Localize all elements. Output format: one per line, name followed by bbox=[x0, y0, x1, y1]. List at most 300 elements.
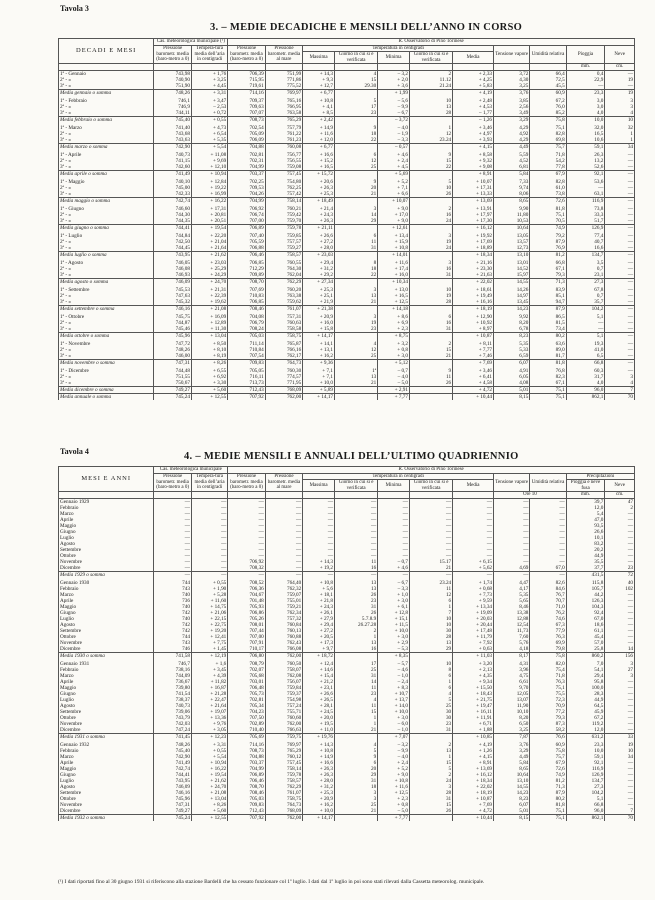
cell-value: + 6,6 bbox=[378, 191, 410, 198]
cell-value: 73,8 bbox=[530, 191, 566, 198]
cell-value: 35,7 bbox=[566, 299, 605, 306]
cell-value: + 15,1 bbox=[378, 616, 410, 622]
column-header: Giorno in cui si è verificata bbox=[409, 52, 452, 64]
row-label: Media annuale o somma bbox=[59, 393, 154, 400]
cell-value: + 8,58 bbox=[453, 152, 494, 158]
cell-value: + 11,6 bbox=[378, 784, 410, 790]
cell-value: 10 bbox=[409, 616, 452, 622]
cell-value: — bbox=[191, 565, 227, 572]
cell-value: + 10,87 bbox=[453, 332, 494, 339]
cell-value: + 16,11 bbox=[453, 709, 494, 715]
cell-value: — bbox=[335, 571, 378, 578]
row-label: 3ª - » bbox=[59, 353, 154, 360]
cell-value: 760,12 bbox=[265, 754, 302, 760]
cell-value: 20,2 bbox=[566, 547, 605, 553]
cell-value: 12 bbox=[409, 592, 452, 598]
cell-value: 760,20 bbox=[265, 287, 302, 293]
cell-value: 70,9 bbox=[530, 703, 566, 709]
cell-value: 16,6 bbox=[566, 245, 605, 252]
cell-value: 702,54 bbox=[228, 125, 265, 131]
cell-value: + 12,41 bbox=[191, 634, 227, 640]
row-label: Febbraio bbox=[59, 667, 154, 673]
cell-value: — bbox=[605, 212, 635, 218]
cell-value: 704,08 bbox=[228, 314, 265, 320]
cell-value: — bbox=[605, 70, 635, 77]
cell-value: 75,4 bbox=[530, 667, 566, 673]
cell-value: 3 bbox=[335, 790, 378, 796]
cell-value: 19 bbox=[605, 77, 635, 83]
cell-value: + 4,1 bbox=[303, 104, 335, 110]
cell-value: 1 bbox=[335, 715, 378, 721]
cell-value: 6,61 bbox=[494, 679, 530, 685]
cell-value: + 24,3 bbox=[303, 604, 335, 610]
column-header: Tempera-tura media dell’aria in centigradi bbox=[191, 473, 227, 492]
cell-value: — bbox=[494, 571, 530, 578]
cell-value: + 20,03 bbox=[453, 616, 494, 622]
cell-value: + 12,10 bbox=[191, 164, 227, 171]
cell-value: 760,21 bbox=[265, 206, 302, 212]
cell-value: 14,23 bbox=[494, 790, 530, 796]
cell-value: 4,49 bbox=[494, 754, 530, 760]
cell-value: 92,1 bbox=[566, 170, 605, 177]
cell-value: 6 bbox=[409, 598, 452, 604]
cell-value: 708,73 bbox=[228, 748, 265, 754]
cell-value: — bbox=[605, 796, 635, 802]
tavola-3-label: Tavola 3 bbox=[60, 4, 89, 13]
row-label: Luglio bbox=[59, 778, 154, 784]
cell-value: — bbox=[494, 511, 530, 517]
unit-label bbox=[191, 492, 227, 499]
cell-value: 72 bbox=[605, 571, 635, 578]
cell-value: 82,3 bbox=[530, 374, 566, 380]
cell-value: 11,80 bbox=[494, 212, 530, 218]
cell-value: 3,25 bbox=[494, 83, 530, 90]
cell-value: + 4,97 bbox=[453, 131, 494, 137]
cell-value: — bbox=[453, 535, 494, 541]
cell-value: + 6,54 bbox=[191, 131, 227, 137]
cell-value: 745,75 bbox=[154, 314, 191, 320]
cell-value: + 19,09 bbox=[453, 610, 494, 616]
cell-value: 742 bbox=[154, 610, 191, 616]
cell-value: + 27,9 bbox=[303, 616, 335, 622]
cell-value: — bbox=[191, 559, 227, 565]
cell-value: 1 bbox=[409, 754, 452, 760]
cell-value: + 16,6 bbox=[303, 760, 335, 766]
cell-value: 75,8 bbox=[530, 116, 566, 123]
cell-value: 26 bbox=[335, 592, 378, 598]
row-label: 1ª - Ottobre bbox=[59, 314, 154, 320]
cell-value: 746,05 bbox=[154, 260, 191, 266]
cell-value: 6,07 bbox=[494, 359, 530, 366]
cell-value: 67,9 bbox=[530, 760, 566, 766]
cell-value: 758,14 bbox=[265, 766, 302, 772]
cell-value: 740 bbox=[154, 604, 191, 610]
cell-value: — bbox=[303, 571, 335, 578]
cell-value: 708,46 bbox=[228, 790, 265, 796]
cell-value: 82,8 bbox=[530, 179, 566, 185]
cell-value: 1 bbox=[605, 131, 635, 137]
column-header: Giorno in cui si è verificata bbox=[409, 480, 452, 492]
row-label: 3ª - » bbox=[59, 380, 154, 387]
cell-value: 10 bbox=[605, 748, 635, 754]
cell-value: 706,80 bbox=[228, 652, 265, 659]
cell-value: + 17,48 bbox=[453, 628, 494, 634]
cell-value: 10 bbox=[409, 287, 452, 293]
cell-value: 5,1 bbox=[566, 796, 605, 802]
cell-value: 757,24 bbox=[265, 703, 302, 709]
cell-value: 30 bbox=[409, 628, 452, 634]
cell-value: + 4,25 bbox=[453, 77, 494, 83]
cell-value: + 3,0 bbox=[378, 353, 410, 360]
cell-value: 760,08 bbox=[265, 143, 302, 150]
cell-value: + 11,91 bbox=[453, 715, 494, 721]
cell-value: 71,8 bbox=[530, 673, 566, 679]
row-label: Dicembre bbox=[59, 808, 154, 815]
cell-value: 61,1 bbox=[566, 628, 605, 634]
cell-value: + 10,0 bbox=[303, 808, 335, 815]
cell-value: 709,63 bbox=[228, 104, 265, 110]
cell-value: + 16,99 bbox=[191, 191, 227, 198]
cell-value: + 7,75 bbox=[191, 640, 227, 646]
cell-value: 759,27 bbox=[265, 245, 302, 252]
cell-value: — bbox=[303, 498, 335, 505]
cell-value: + 7,77 bbox=[453, 347, 494, 353]
cell-value: — bbox=[191, 523, 227, 529]
cell-value: 746,09 bbox=[154, 278, 191, 285]
cell-value: — bbox=[530, 505, 566, 511]
cell-value: + 14,17 bbox=[303, 814, 335, 821]
cell-value: 87,3 bbox=[530, 721, 566, 727]
row-label: Luglio bbox=[59, 616, 154, 622]
cell-value: 32,0 bbox=[566, 125, 605, 131]
cell-value: — bbox=[378, 511, 410, 517]
cell-value: 769,97 bbox=[265, 89, 302, 96]
cell-value: 4,91 bbox=[494, 368, 530, 374]
cell-value: 12,0 bbox=[566, 505, 605, 511]
cell-value: 9 bbox=[335, 754, 378, 760]
cell-value: 8,15 bbox=[494, 393, 530, 400]
cell-value: 11 bbox=[335, 703, 378, 709]
cell-value: 709,37 bbox=[228, 98, 265, 104]
cell-value: + 21,75 bbox=[453, 697, 494, 703]
cell-value: 9,90 bbox=[494, 206, 530, 212]
cell-value: — bbox=[378, 498, 410, 505]
unit-label: cm. bbox=[605, 64, 635, 71]
cell-value: + 13,91 bbox=[453, 206, 494, 212]
cell-value: + 2,3 bbox=[378, 796, 410, 802]
cell-value: + 21,38 bbox=[303, 305, 335, 312]
cell-value: + 21,28 bbox=[191, 691, 227, 697]
cell-value: + 7,1 bbox=[303, 374, 335, 380]
row-label: 1ª - Aprile bbox=[59, 152, 154, 158]
first-column-header: MESI E ANNI bbox=[59, 467, 154, 492]
cell-value: 13,2 bbox=[566, 158, 605, 164]
cell-value: — bbox=[530, 523, 566, 529]
cell-value: 762,00 bbox=[265, 393, 302, 400]
cell-value: 759,21 bbox=[265, 604, 302, 610]
cell-value: 707,50 bbox=[228, 715, 265, 721]
row-label: 1ª - Dicembre bbox=[59, 368, 154, 374]
cell-value: 115,8 bbox=[566, 580, 605, 586]
cell-value: 703,37 bbox=[228, 760, 265, 766]
cell-value: 12 bbox=[335, 347, 378, 353]
cell-value: 21 bbox=[335, 299, 378, 306]
cell-value: — bbox=[605, 368, 635, 374]
cell-value: 13 bbox=[335, 293, 378, 299]
cell-value: 21 bbox=[409, 353, 452, 360]
cell-value: 126,3 bbox=[566, 598, 605, 604]
column-header: Media bbox=[453, 52, 494, 64]
cell-value: + 17,3 bbox=[303, 640, 335, 646]
cell-value: + 8,91 bbox=[453, 170, 494, 177]
cell-value: — bbox=[530, 571, 566, 578]
cell-value: 4,69 bbox=[494, 565, 530, 572]
cell-value: + 17,69 bbox=[453, 239, 494, 245]
cell-value: + 6,77 bbox=[303, 143, 335, 150]
cell-value: + 7,77 bbox=[378, 393, 410, 400]
cell-value: – 4,0 bbox=[378, 374, 410, 380]
cell-value: — bbox=[605, 83, 635, 90]
cell-value: 757,45 bbox=[265, 170, 302, 177]
cell-value: — bbox=[378, 571, 410, 578]
cell-value bbox=[335, 814, 378, 821]
cell-value: + 5,35 bbox=[191, 137, 227, 144]
cell-value: — bbox=[228, 523, 265, 529]
cell-value: + 9,59 bbox=[453, 598, 494, 604]
cell-value: 1 bbox=[605, 137, 635, 144]
cell-value: — bbox=[605, 287, 635, 293]
cell-value: 13,07 bbox=[494, 697, 530, 703]
cell-value: + 19,49 bbox=[453, 293, 494, 299]
cell-value: 862,1 bbox=[566, 814, 605, 821]
cell-value: + 11,60 bbox=[191, 598, 227, 604]
cell-value: 52,6 bbox=[566, 164, 605, 171]
cell-value: + 26,1 bbox=[303, 610, 335, 616]
cell-value: 12,05 bbox=[494, 691, 530, 697]
cell-value: + 3,30 bbox=[191, 380, 227, 387]
cell-value: — bbox=[453, 523, 494, 529]
cell-value: 71,3 bbox=[530, 784, 566, 790]
cell-value: 23 bbox=[409, 721, 452, 727]
cell-value: 76,3 bbox=[530, 679, 566, 685]
cell-value: + 3,0 bbox=[378, 715, 410, 721]
cell-value: + 14,3 bbox=[303, 742, 335, 748]
row-label: Media 1929 o somma bbox=[59, 571, 154, 578]
cell-value: – 4,0 bbox=[378, 125, 410, 131]
cell-value: 15 bbox=[409, 158, 452, 164]
cell-value: 762,08 bbox=[265, 673, 302, 679]
row-label: 1ª - Maggio bbox=[59, 179, 154, 185]
cell-value: 15 bbox=[409, 347, 452, 353]
cell-value: 12,54 bbox=[494, 622, 530, 628]
cell-value: — bbox=[605, 559, 635, 565]
cell-value: + 16,0 bbox=[303, 320, 335, 326]
cell-value: 14,55 bbox=[494, 278, 530, 285]
cell-value: 59,1 bbox=[566, 754, 605, 760]
cell-value: 31 bbox=[409, 796, 452, 802]
cell-value: 747,31 bbox=[154, 802, 191, 808]
cell-value: — bbox=[191, 517, 227, 523]
cell-value: 77,9 bbox=[530, 628, 566, 634]
cell-value: — bbox=[605, 727, 635, 734]
observatory-header: R. Osservatorio di Pino Torinese bbox=[228, 39, 635, 46]
cell-value: — bbox=[605, 616, 635, 622]
cell-value: 86,5 bbox=[530, 314, 566, 320]
row-label: 1ª - Marzo bbox=[59, 125, 154, 131]
cell-value: — bbox=[605, 517, 635, 523]
cell-value: + 12,89 bbox=[191, 320, 227, 326]
cell-value: 742,74 bbox=[154, 766, 191, 772]
cell-value: — bbox=[605, 553, 635, 559]
cell-value: 740,10 bbox=[154, 179, 191, 185]
cell-value: 12,73 bbox=[494, 245, 530, 252]
cell-value: 11 bbox=[409, 586, 452, 592]
cell-value: 22,9 bbox=[566, 77, 605, 83]
row-label: Settembre bbox=[59, 790, 154, 796]
cell-value: + 5,69 bbox=[378, 170, 410, 177]
cell-value: 13 bbox=[335, 586, 378, 592]
cell-value: 758,75 bbox=[265, 796, 302, 802]
cell-value: 47,0 bbox=[566, 517, 605, 523]
cell-value: + 12,55 bbox=[191, 393, 227, 400]
cell-value: — bbox=[265, 535, 302, 541]
cell-value: 748,26 bbox=[154, 347, 191, 353]
cell-value: 8 bbox=[335, 260, 378, 266]
row-label: Aprile bbox=[59, 679, 154, 685]
cell-value: 771,86 bbox=[265, 77, 302, 83]
cell-value: + 22,15 bbox=[191, 616, 227, 622]
row-label: Settembre bbox=[59, 709, 154, 715]
cell-value: — bbox=[335, 511, 378, 517]
cell-value: 704,99 bbox=[228, 197, 265, 204]
cell-value: — bbox=[453, 498, 494, 505]
cell-value: 75,7 bbox=[530, 143, 566, 150]
unit-label bbox=[303, 64, 335, 71]
cell-value: + 8,97 bbox=[453, 326, 494, 333]
cell-value: 756,77 bbox=[265, 152, 302, 158]
row-label: Media novembre o somma bbox=[59, 359, 154, 366]
cell-value: 67,0 bbox=[530, 565, 566, 572]
cell-value: + 4,6 bbox=[378, 565, 410, 572]
cell-value: — bbox=[494, 535, 530, 541]
cell-value: 774,57 bbox=[265, 374, 302, 380]
cell-value: + 22,02 bbox=[453, 278, 494, 285]
row-label: Luglio bbox=[59, 535, 154, 541]
cell-value: 742,03 bbox=[154, 721, 191, 727]
cell-value: + 8,19 bbox=[191, 353, 227, 360]
cell-value: 709,89 bbox=[228, 272, 265, 279]
cell-value: 60,9 bbox=[530, 742, 566, 748]
row-label: Ottobre bbox=[59, 634, 154, 640]
cell-value: 759,70 bbox=[265, 218, 302, 225]
cell-value: 10,10 bbox=[494, 709, 530, 715]
row-label: Marzo bbox=[59, 754, 154, 760]
cell-value: 26 bbox=[409, 380, 452, 387]
cell-value: 5,1 bbox=[566, 332, 605, 339]
cell-value: 708,32 bbox=[228, 565, 265, 572]
cell-value: 751,99 bbox=[265, 70, 302, 77]
cell-value: — bbox=[154, 535, 191, 541]
cell-value: + 11,82 bbox=[191, 679, 227, 685]
cell-value: 16 bbox=[335, 565, 378, 572]
cell-value: + 22,75 bbox=[191, 622, 227, 628]
cell-value: + 8,3 bbox=[378, 685, 410, 691]
cell-value: 3 bbox=[409, 233, 452, 239]
cell-value: + 22,39 bbox=[191, 293, 227, 299]
cell-value: 746,16 bbox=[154, 305, 191, 312]
cell-value: — bbox=[303, 511, 335, 517]
cell-value: — bbox=[494, 547, 530, 553]
cell-value: + 3,20 bbox=[453, 661, 494, 667]
cell-value: + 18,72 bbox=[303, 652, 335, 659]
cell-value: 761,07 bbox=[265, 305, 302, 312]
first-column-header: DECADI E MESI bbox=[59, 39, 154, 64]
cell-value: 82,6 bbox=[530, 580, 566, 586]
cell-value: 736,67 bbox=[154, 679, 191, 685]
row-label: 3ª - » bbox=[59, 110, 154, 117]
cell-value: 26 bbox=[409, 808, 452, 815]
cell-value: + 14,3 bbox=[303, 70, 335, 77]
cell-value: — bbox=[605, 260, 635, 266]
cell-value: 67,8 bbox=[566, 287, 605, 293]
cell-value: + 26,3 bbox=[303, 766, 335, 772]
cell-value: + 8,5 bbox=[303, 110, 335, 117]
column-header: Media bbox=[453, 480, 494, 492]
cell-value: 759,78 bbox=[265, 224, 302, 231]
cell-value: 5,84 bbox=[494, 170, 530, 177]
cell-value: 706,46 bbox=[228, 251, 265, 258]
cell-value: 760,60 bbox=[265, 715, 302, 721]
cell-value: + 0,8 bbox=[378, 802, 410, 808]
cell-value: 706,79 bbox=[228, 320, 265, 326]
row-label: Febbraio bbox=[59, 505, 154, 511]
cell-value: 104,3 bbox=[566, 604, 605, 610]
cell-value: 2 bbox=[409, 772, 452, 778]
cell-value: 708,70 bbox=[228, 784, 265, 790]
cell-value: + 13,34 bbox=[453, 604, 494, 610]
cell-value: + 7,1 bbox=[303, 368, 335, 374]
column-header: Pressione barometr. media (baro-metro a 0) bbox=[228, 45, 265, 64]
cell-value: 67,0 bbox=[566, 616, 605, 622]
cell-value: 16 bbox=[409, 212, 452, 218]
row-label: Aprile bbox=[59, 517, 154, 523]
row-label: Media settembre o somma bbox=[59, 305, 154, 312]
unit-label bbox=[154, 492, 191, 499]
cell-value: + 6,9 bbox=[378, 320, 410, 326]
cell-value: 748,26 bbox=[154, 89, 191, 96]
row-label: Ottobre bbox=[59, 553, 154, 559]
cell-value: 6,81 bbox=[494, 164, 530, 171]
cell-value: + 5,54 bbox=[191, 143, 227, 150]
cell-value: — bbox=[605, 541, 635, 547]
cell-value: 26,6 bbox=[566, 529, 605, 535]
cell-value: + 23,03 bbox=[191, 260, 227, 266]
cell-value: 708,52 bbox=[228, 580, 265, 586]
cell-value: — bbox=[453, 571, 494, 578]
row-label: Settembre bbox=[59, 628, 154, 634]
unit-label: mm. bbox=[566, 492, 605, 499]
cell-value: + 10,0 bbox=[378, 709, 410, 715]
cell-value: — bbox=[409, 529, 452, 535]
cell-value: – 4,0 bbox=[378, 754, 410, 760]
cell-value: — bbox=[409, 517, 452, 523]
cell-value: 745,46 bbox=[154, 326, 191, 333]
cell-value: + 11,6 bbox=[378, 260, 410, 266]
cell-value: 26 bbox=[409, 191, 452, 198]
cell-value: — bbox=[191, 553, 227, 559]
cell-value: 10,1 bbox=[566, 535, 605, 541]
cell-value: 707,54 bbox=[228, 353, 265, 360]
